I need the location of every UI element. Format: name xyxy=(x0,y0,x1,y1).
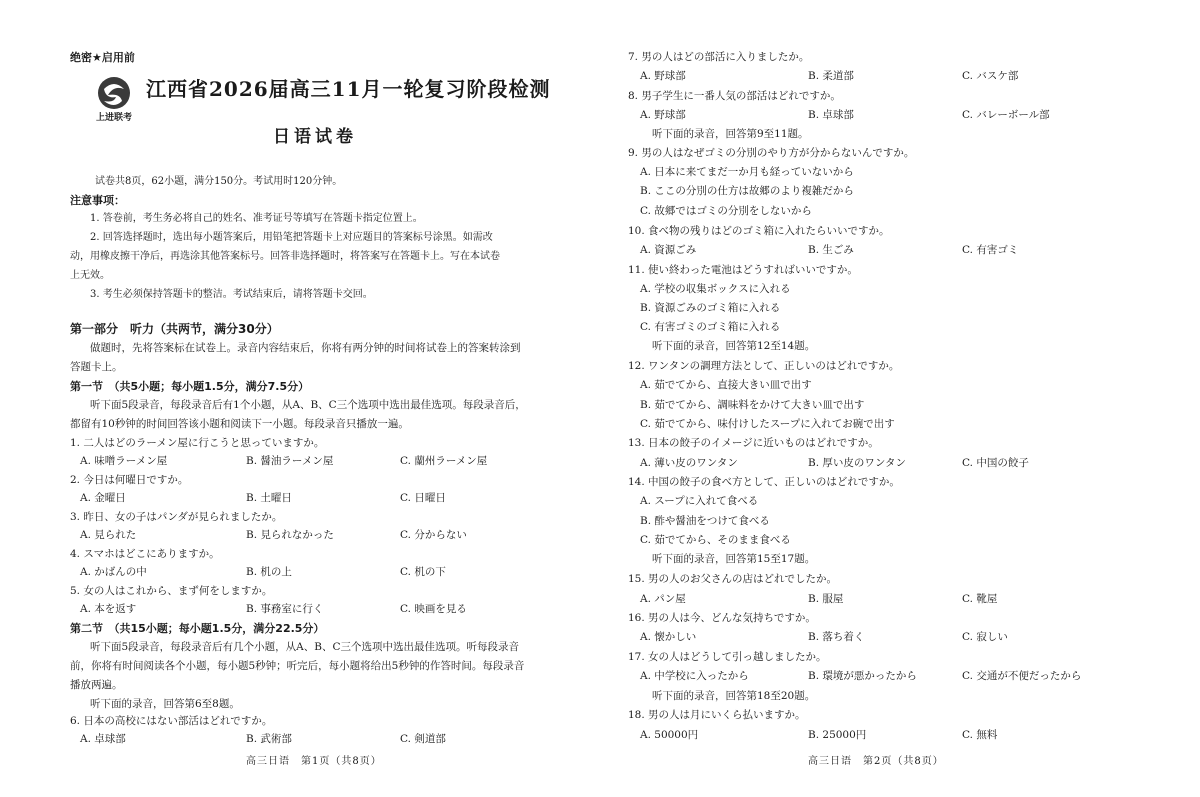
logo-icon xyxy=(92,75,136,123)
option-1c: C. 蘭州ラーメン屋 xyxy=(400,455,488,467)
part1-intro: 做题时，先将答案标在试卷上。录音内容结束后，你将有两分钟的时间将试卷上的答案转涂到 xyxy=(90,342,521,354)
option-12c: C. 茹でてから、味付けしたスープに入れてお碗で出す xyxy=(640,418,895,430)
option-16b: B. 落ち着く xyxy=(808,631,865,643)
section1-intro: 都留有10秒钟的时间回答该小题和阅读下一小题。每段录音只播放一遍。 xyxy=(70,418,409,430)
option-2c: C. 日曜日 xyxy=(400,492,446,504)
note-item: 动，用橡皮擦干净后，再选涂其他答案标号。回答非选择题时，将答案写在答题卡上。写在本试卷 xyxy=(70,251,500,262)
option-8c: C. バレーボール部 xyxy=(962,109,1050,121)
page-footer-left: 高三日语 第1页（共8页） xyxy=(246,756,382,767)
note-item: 2. 回答选择题时，选出每小题答案后，用铅笔把答题卡上对应题目的答案标号涂黑。如需改 xyxy=(90,232,493,243)
option-3a: A. 見られた xyxy=(80,529,137,541)
exam-info: 试卷共8页，62小题，满分150分。考试用时120分钟。 xyxy=(95,176,343,187)
listen-instruction: 听下面的录音，回答第12至14题。 xyxy=(652,340,816,352)
option-11a: A. 学校の収集ボックスに入れる xyxy=(640,283,791,295)
question-12: 12. ワンタンの調理方法として、正しいのはどれですか。 xyxy=(628,360,900,372)
option-9c: C. 故郷ではゴミの分別をしないから xyxy=(640,205,812,217)
section2-intro: 听下面5段录音，每段录音后有几个小题，从A、B、C三个选项中选出最佳选项。听每段录音 xyxy=(90,641,520,653)
question-14: 14. 中国の餃子の食べ方として、正しいのはどれですか。 xyxy=(628,476,900,488)
option-6c: C. 剣道部 xyxy=(400,733,446,745)
option-6a: A. 卓球部 xyxy=(80,733,126,745)
option-7b: B. 柔道部 xyxy=(808,70,854,82)
listen-instruction: 听下面的录音，回答第15至17题。 xyxy=(652,553,816,565)
option-10b: B. 生ごみ xyxy=(808,244,854,256)
option-6b: B. 武術部 xyxy=(246,733,292,745)
option-4c: C. 机の下 xyxy=(400,566,446,578)
option-18c: C. 無料 xyxy=(962,729,998,741)
section2-intro: 前，你将有时间阅读各个小题，每小题5秒钟；听完后，每小题将给出5秒钟的作答时间。每段录音 xyxy=(70,660,525,672)
question-15: 15. 男の人のお父さんの店はどれでしたか。 xyxy=(628,573,838,585)
exam-title: 江西省2026届高三11月一轮复习阶段检测 xyxy=(146,77,551,101)
option-7c: C. バスケ部 xyxy=(962,70,1019,82)
option-12b: B. 茹でてから、調味料をかけて大きい皿で出す xyxy=(640,399,865,411)
option-16c: C. 寂しい xyxy=(962,631,1008,643)
listen-instruction: 听下面的录音，回答第18至20题。 xyxy=(652,690,816,702)
option-11b: B. 資源ごみのゴミ箱に入れる xyxy=(640,302,781,314)
option-14a: A. スープに入れて食べる xyxy=(640,495,759,507)
exam-subtitle: 日语试卷 xyxy=(273,127,357,147)
note-item: 上无效。 xyxy=(70,270,110,281)
question-18: 18. 男の人は月にいくら払いますか。 xyxy=(628,709,806,721)
listen-instruction: 听下面的录音，回答第9至11题。 xyxy=(652,128,809,140)
note-item: 3. 考生必须保持答题卡的整洁。考试结束后，请将答题卡交回。 xyxy=(90,289,373,300)
option-7a: A. 野球部 xyxy=(640,70,686,82)
option-2b: B. 土曜日 xyxy=(246,492,292,504)
option-10a: A. 資源ごみ xyxy=(640,244,697,256)
option-17b: B. 環境が悪かったから xyxy=(808,670,917,682)
question-7: 7. 男の人はどの部活に入りましたか。 xyxy=(628,51,810,63)
option-9b: B. ここの分別の仕方は故郷のより複雑だから xyxy=(640,185,854,197)
part1-heading: 第一部分 听力（共两节，满分30分） xyxy=(70,322,279,336)
question-10: 10. 食べ物の残りはどのゴミ箱に入れたらいいですか。 xyxy=(628,225,890,237)
option-17a: A. 中学校に入ったから xyxy=(640,670,749,682)
option-9a: A. 日本に来てまだ一か月も経っていないから xyxy=(640,166,854,178)
question-8: 8. 男子学生に一番人気の部活はどれですか。 xyxy=(628,90,841,102)
option-15b: B. 服屋 xyxy=(808,593,844,605)
option-5b: B. 事務室に行く xyxy=(246,603,324,615)
option-15a: A. パン屋 xyxy=(640,593,686,605)
option-16a: A. 懐かしい xyxy=(640,631,697,643)
question-16: 16. 男の人は今、どんな気持ちですか。 xyxy=(628,612,816,624)
option-15c: C. 靴屋 xyxy=(962,593,998,605)
option-18b: B. 25000円 xyxy=(808,729,867,741)
question-17: 17. 女の人はどうして引っ越しましたか。 xyxy=(628,651,827,663)
question-13: 13. 日本の餃子のイメージに近いものはどれですか。 xyxy=(628,437,879,449)
option-12a: A. 茹でてから、直接大きい皿で出す xyxy=(640,379,812,391)
question-9: 9. 男の人はなぜゴミの分別のやり方が分からないんですか。 xyxy=(628,147,915,159)
option-10c: C. 有害ゴミ xyxy=(962,244,1019,256)
section1-heading: 第一节 （共5小题；每小题1.5分，满分7.5分） xyxy=(70,380,310,393)
page-footer-right: 高三日语 第2页（共8页） xyxy=(808,756,944,767)
option-14c: C. 茹でてから、そのまま食べる xyxy=(640,534,791,546)
option-13a: A. 薄い皮のワンタン xyxy=(640,457,738,469)
question-3: 3. 昨日、女の子はパンダが見られましたか。 xyxy=(70,511,283,523)
section2-intro: 播放两遍。 xyxy=(70,679,123,691)
option-1b: B. 醤油ラーメン屋 xyxy=(246,455,334,467)
option-17c: C. 交通が不便だったから xyxy=(962,670,1082,682)
question-6: 6. 日本の高校にはない部活はどれですか。 xyxy=(70,715,273,727)
question-5: 5. 女の人はこれから、まず何をしますか。 xyxy=(70,585,273,597)
option-1a: A. 味噌ラーメン屋 xyxy=(80,455,168,467)
note-item: 1. 答卷前，考生务必将自己的姓名、准考证号等填写在答题卡指定位置上。 xyxy=(90,213,423,224)
publisher-logo xyxy=(92,75,136,123)
option-4a: A. かばんの中 xyxy=(80,566,147,578)
logo-text: 上进联考 xyxy=(95,113,133,123)
question-2: 2. 今日は何曜日ですか。 xyxy=(70,474,189,486)
question-11: 11. 使い終わった電池はどうすればいいですか。 xyxy=(628,264,858,276)
option-8a: A. 野球部 xyxy=(640,109,686,121)
question-4: 4. スマホはどこにありますか。 xyxy=(70,548,220,560)
option-4b: B. 机の上 xyxy=(246,566,292,578)
option-2a: A. 金曜日 xyxy=(80,492,126,504)
section2-heading: 第二节 （共15小题；每小题1.5分，满分22.5分） xyxy=(70,622,325,635)
option-14b: B. 酢や醤油をつけて食べる xyxy=(640,515,770,527)
confidential-label: 绝密★启用前 xyxy=(70,51,135,64)
question-1: 1. 二人はどのラーメン屋に行こうと思っていますか。 xyxy=(70,437,325,449)
notes-heading: 注意事项： xyxy=(70,194,125,207)
option-8b: B. 卓球部 xyxy=(808,109,854,121)
option-18a: A. 50000円 xyxy=(640,729,699,741)
option-3b: B. 見られなかった xyxy=(246,529,334,541)
listen-instruction: 听下面的录音，回答第6至8题。 xyxy=(90,698,240,710)
option-3c: C. 分からない xyxy=(400,529,467,541)
option-5c: C. 映画を見る xyxy=(400,603,467,615)
option-13b: B. 厚い皮のワンタン xyxy=(808,457,906,469)
option-5a: A. 本を返す xyxy=(80,603,137,615)
option-11c: C. 有害ゴミのゴミ箱に入れる xyxy=(640,321,781,333)
part1-intro: 答题卡上。 xyxy=(70,361,123,373)
section1-intro: 听下面5段录音，每段录音后有1个小题，从A、B、C三个选项中选出最佳选项。每段录音后， xyxy=(90,399,526,411)
option-13c: C. 中国の餃子 xyxy=(962,457,1029,469)
